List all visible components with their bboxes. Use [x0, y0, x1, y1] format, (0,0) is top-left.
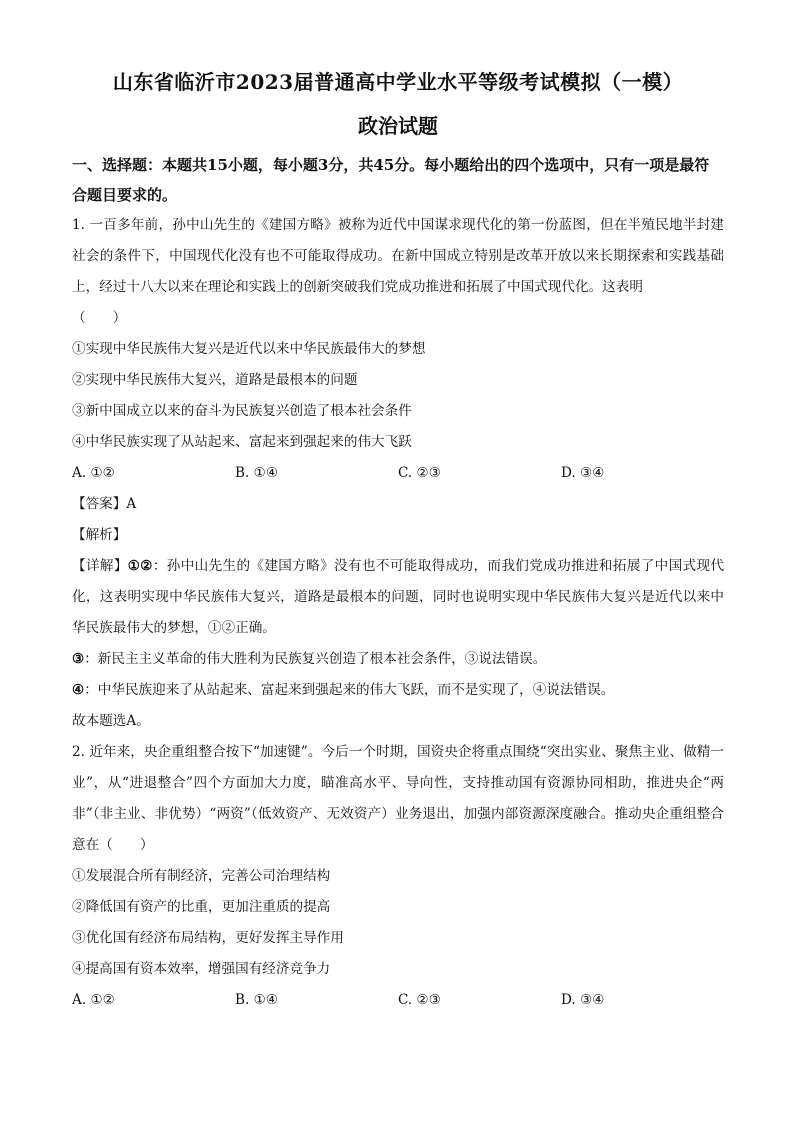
- question-1-statement-3: ③新中国成立以来的奋斗为民族复兴创造了根本社会条件: [72, 403, 412, 419]
- question-1-stem: 1. 一百多年前，孙中山先生的《建国方略》被称为近代中国谋求现代化的第一份蓝图，但在半殖民地半封建社会的条件下，中国现代化没有也不可能取得成功。在新中国成立特别是改革开放以来长期探索和实践基础上，经过十八大以来在理论和实践上的创新突破我们党成功推进和拓展了中国式现代化。这表明: [72, 217, 724, 295]
- exam-page: [72, 68, 724, 1016]
- question-1-statement-2: ②实现中华民族伟大复兴，道路是最根本的问题: [72, 372, 358, 388]
- detail-3-paragraph: [72, 644, 724, 675]
- question-2-stem: 2. 近年来，央企重组整合按下“加速键”。今后一个时期，国资央企将重点围绕“突出实业、聚焦主业、做精一业”，从“进退整合”四个方面加大力度，瞄准高水平、导向性，支持推动国有资源协同相助，推进央企“两非”（非主业、非优势）“两资”（低效资产、无效资产）业务退出，加强内部资源深度融合。推动央企重组整合意在（ ）: [72, 744, 724, 853]
- option-c: C. ②③: [398, 992, 441, 1008]
- option-d: D. ③④: [561, 465, 605, 481]
- question-2-statement-2: ②降低国有资产的比重，更加注重质的提高: [72, 899, 331, 915]
- question-2-statement-3: ③优化国有经济布局结构，更好发挥主导作用: [72, 930, 344, 946]
- option-d: D. ③④: [561, 992, 605, 1008]
- question-1-statement-4: ④中华民族实现了从站起来、富起来到强起来的伟大飞跃: [72, 434, 412, 450]
- option-b: B. ①④: [235, 992, 279, 1008]
- answer-tag: 【答案】: [72, 496, 127, 512]
- answer-line: [72, 489, 724, 520]
- detail-3-lead: ③: [72, 651, 85, 667]
- section-instructions: 一、选择题：本题共15小题，每小题3分，共45分。每小题给出的四个选项中，只有一项是最符合题目要求的。: [72, 156, 710, 204]
- question-2-statement-1: ①发展混合所有制经济，完善公司治理结构: [72, 868, 331, 884]
- conclusion: 故本题选A。: [72, 713, 150, 729]
- answer-value: A: [126, 496, 137, 512]
- detail-4-paragraph: [72, 675, 724, 706]
- detail-paragraph: [72, 551, 724, 644]
- detail-4-lead: ④: [72, 682, 85, 698]
- analysis-tag: 【解析】: [72, 527, 127, 543]
- question-2: [72, 737, 724, 1016]
- detail-text: ：孙中山先生的《建国方略》没有也不可能取得成功，而我们党成功推进和拓展了中国式现代化，这表明实现中华民族伟大复兴，道路是最根本的问题，同时也说明实现中华民族伟大复兴是近代以来中华民族最伟大的梦想，①②正确。: [72, 558, 725, 636]
- question-2-options: [72, 985, 724, 1016]
- option-c: C. ②③: [398, 465, 441, 481]
- option-b: B. ①④: [235, 465, 279, 481]
- option-a: A. ①②: [72, 465, 115, 481]
- question-2-statement-4: ④提高国有资本效率，增强国有经济竞争力: [72, 961, 331, 977]
- question-1-options: [72, 458, 724, 489]
- exam-subject: 政治试题: [358, 114, 438, 138]
- detail-3-text: ：新民主主义革命的伟大胜利为民族复兴创造了根本社会条件，③说法错误。: [84, 651, 547, 667]
- question-1: [72, 210, 724, 737]
- exam-title: 山东省临沂市2023届普通高中学业水平等级考试模拟（一模）: [112, 70, 684, 94]
- detail-tag: 【详解】: [72, 558, 128, 574]
- option-a: A. ①②: [72, 992, 115, 1008]
- question-1-blank: （ ）: [72, 310, 127, 326]
- detail-lead: ①②: [127, 558, 153, 574]
- question-1-statement-1: ①实现中华民族伟大复兴是近代以来中华民族最伟大的梦想: [72, 341, 426, 357]
- detail-4-text: ：中华民族迎来了从站起来、富起来到强起来的伟大飞跃，而不是实现了，④说法错误。: [84, 682, 615, 698]
